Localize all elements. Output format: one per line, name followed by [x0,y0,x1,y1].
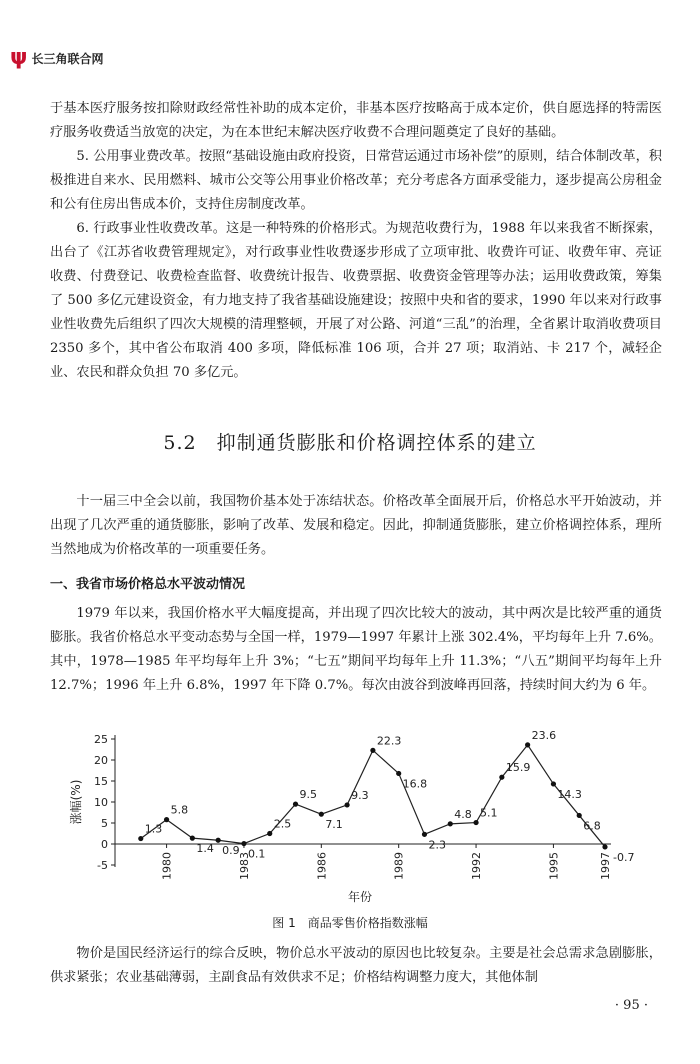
y-tick-label: -5 [97,859,108,872]
data-label: 15.9 [505,761,531,775]
data-label: 5.8 [170,803,189,817]
data-label: 1.3 [144,822,163,836]
data-point [190,836,195,841]
data-point [216,838,221,843]
data-point [499,775,504,780]
data-point [241,841,246,846]
data-point [448,821,453,826]
series-line [141,745,605,847]
figure-caption: 图 1 商品零售价格指数涨幅 [272,916,428,930]
data-label: 16.8 [402,777,428,791]
y-tick-label: 20 [94,754,108,767]
data-point [164,817,169,822]
data-label: 6.8 [583,819,601,833]
y-tick-label: 15 [94,775,108,788]
data-label: 5.1 [480,806,498,820]
x-tick-label: 1992 [470,852,484,880]
data-point [473,820,478,825]
data-label: 23.6 [531,728,557,742]
paragraph-intro: 十一届三中全会以前，我国物价基本处于冻结状态。价格改革全面展开后，价格总水平开始波动，并出现了几次严重的通货膨胀，影响了改革、发展和稳定。因此，抑制通货膨胀，建立价格调控体系，理所当然地成为价格改革的一项重要任务。 [50,494,662,557]
data-label: 9.3 [351,788,369,802]
y-axis-label: 涨幅(%) [69,779,83,825]
x-tick-label: 1989 [392,852,406,880]
data-point [551,781,556,786]
data-label: 4.8 [454,807,472,821]
data-point [319,812,324,817]
data-point [267,831,272,836]
site-logo[interactable] [10,47,103,69]
x-tick-label: 1997 [599,852,612,880]
paragraph-2: 5. 公用事业费改革。按照“基础设施由政府投资，日常营运通过市场补偿”的原则，结合体制改革，积极推进自来水、民用燃料、城市公交等公用事业价格改革；充分考虑各方面承受能力，逐步提高公房租金和公有住房出售成本价，支持住房制度改革。 [50,149,662,212]
paragraph-bottom: 物价是国民经济运行的综合反映，物价总水平波动的原因也比较复杂。主要是社会总需求急剧膨胀，供求紧张；农业基础薄弱，主副食品有效供求不足；价格结构调整力度大，其他体制 [50,946,662,985]
x-tick-label: 1986 [315,852,329,880]
subsection-title: 一、我省市场价格总水平波动情况 [50,577,246,592]
section-title: 5.2 抑制通货膨胀和价格调控体系的建立 [163,432,537,454]
paragraph-3: 6. 行政事业性收费改革。这是一种特殊的价格形式。为规范收费行为，1988 年以来我省不断探索，出台了《江苏省收费管理规定》，对行政事业性收费逐步形成了立项审批、收费许可证、收费年审、亮证收费、付费登记、收费检查监督、收费统计报告、收费票据、收费资金管理等办法；运用收费政策，筹集了 500 多亿元建设资金，有力地支持了我省基础设施建设；按照中央和省的要求，1990 年以来对行政事业性收费先后组织了四次大规模的清理整顿，开展了对公路、河道“三乱”的治理，全省累计取消收费项目 2350 多个，其中省公布取消 400 多项，降低标准 106 项，合并 27 项；取消站、卡 217 个，减轻企业、农民和群众负担 70 多亿元。 [50,221,662,380]
data-point [577,813,582,818]
data-point [370,748,375,753]
text-block-top [50,97,662,385]
data-label: 7.1 [325,818,343,832]
text-block-sub [50,602,662,698]
x-tick-label: 1980 [160,852,174,880]
paragraph-sub: 1979 年以来，我国价格水平大幅度提高，并出现了四次比较大的波动，其中两次是比较严重的通货膨胀。我省价格总水平变动态势与全国一样，1979—1997 年累计上涨 302.4%，平均每年上升 7.6%。其中，1978—1985 年平均每年上升 3%；“七五”期间平均每年上升 11.3%；“八五”期间平均每年上升 12.7%；1996 年上升 6.8%，1997 年下降 0.7%。每次由波谷到波峰再回落，持续时间大约为 6 年。 [50,606,662,693]
data-label: 2.5 [273,817,292,831]
data-point [422,832,427,837]
data-label: 14.3 [557,787,582,801]
data-label: 0.1 [247,847,266,861]
data-point [345,802,350,807]
y-tick-label: 25 [94,733,108,746]
x-axis-label: 年份 [347,890,373,904]
y-tick-label: 10 [94,796,108,809]
data-label: 9.5 [299,788,318,802]
y-tick-label: 0 [101,838,108,851]
text-block-intro [50,490,662,562]
data-label: 2.3 [428,838,446,852]
page-number: · 95 · [614,998,648,1013]
data-point [293,802,298,807]
logo-icon: ψ [10,45,28,70]
data-point [602,844,607,849]
x-tick-label: 1995 [547,852,561,880]
site-name: 长三角联合网 [31,51,104,66]
text-block-bottom [50,942,662,990]
data-label: 0.9 [222,844,240,858]
data-label: 22.3 [376,734,402,748]
data-label: -0.7 [613,850,635,864]
x-tick-label: 1983 [237,852,251,880]
data-point [525,742,530,747]
y-tick-label: 5 [101,817,108,830]
price-index-chart [60,727,660,907]
data-point [396,771,401,776]
data-label: 1.4 [196,842,214,856]
paragraph-1: 于基本医疗服务按扣除财政经常性补助的成本定价，非基本医疗按略高于成本定价，供自愿选择的特需医疗服务收费适当放宽的决定，为在本世纪末解决医疗收费不合理问题奠定了良好的基础。 [50,101,662,140]
data-point [138,836,143,841]
